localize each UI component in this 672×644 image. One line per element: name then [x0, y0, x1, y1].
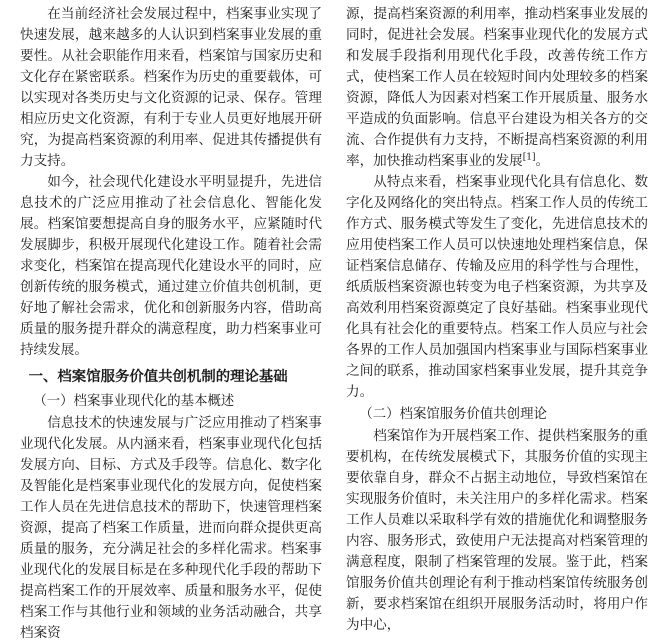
value-cocreation-paragraph: 档案馆作为开展档案工作、提供档案服务的重要机构，在传统发展模式下，其服务价值的实现主要依靠自身，群众不占据主动地位，导致档案馆在实现服务价值时，未关注用户的多样化需求。档案工作人员难以采取科学有效的措施优化和调整服务内容、服务形式，致使用户无法提高对档案管理的满意程度，限制了档案管理的发展。鉴于此，档案馆服务价值共创理论有利于推动档案馆传统服务创新，要求档案馆在组织开展服务活动时，将用户作为中心， — [346, 428, 648, 633]
features-paragraph: 从特点来看，档案事业现代化具有信息化、数字化及网络化的突出特点。档案工作人员的传统工作方式、服务模式等发生了变化，先进信息技术的应用使档案工作人员可以快速地处理档案信息，保证档案信息储存、传输及应用的科学性与合理性，纸质版档案资源也转变为电子档案资源，为共享及高效利用档案资源奠定了良好基础。档案事业现代化具有社会化的重要特点。档案工作人员应与社会各界的工作人员加强国内档案事业与国际档案事业之间的联系，推动国家档案事业发展，提升其竞争力。 — [346, 174, 648, 400]
subsection-heading-1: （一）档案事业现代化的基本概述 — [33, 394, 235, 409]
intro-paragraph-2: 如今，社会现代化建设水平明显提升，先进信息技术的广泛应用推动了社会信息化、智能化发展。档案馆要想提高自身的服务水平，应紧随时代发展脚步，积极开展现代化建设工作。随着社会需求变化，档案馆在提高现代化建设水平的同时，应创新传统的服务模式，通过建立价值共创机制，更好地了解社会需求，优化和创新服务内容，借助高质量的服务提升群众的满意程度，助力档案事业可持续发展。 — [20, 174, 322, 358]
intro-paragraph-1: 在当前经济社会发展过程中，档案事业实现了快速发展，越来越多的人认识到档案事业发展的重要性。从社会职能作用来看，档案馆与国家历史和文化存在紧密联系。档案作为历史的重要载体，可以实现对各类历史与文化资源的记录、保存。管理相应历史文化资源，有利于专业人员更好地展开研究，为提高档案资源的利用率、促进其传播提供有力支持。 — [20, 6, 322, 169]
continued-paragraph-text: 源，提高档案资源的利用率，推动档案事业发展的同时，促进社会发展。档案事业现代化的发展方式和发展手段指利用现代化手段，改善传统工作方式，使档案工作人员在较短时间内处理较多的档案资源，降低人为因素对档案工作开展质量、服务水平造成的负面影响。信息平台建设为相关各方的交流、合作提供有力支持，不断提高档案资源的利用率，加快推动档案事业的发展 — [346, 6, 648, 169]
citation-ref: [1] — [522, 152, 536, 163]
section-heading-1: 一、档案馆服务价值共创机制的理论基础 — [28, 369, 288, 385]
right-column — [346, 4, 648, 636]
left-column — [20, 4, 322, 644]
subsection-heading-2: （二）档案馆服务价值共创理论 — [359, 407, 547, 422]
continued-paragraph-end: 。 — [535, 153, 550, 169]
continued-paragraph — [346, 4, 648, 172]
modernization-paragraph: 信息技术的快速发展与广泛应用推动了档案事业现代化发展。从内涵来看，档案事业现代化包括发展方向、目标、方式及手段等。信息化、数字化及智能化是档案事业现代化的发展方向，促使档案工作人员在先进信息技术的帮助下，快速管理档案资源，提高了档案工作质量，进而向群众提供更高质量的服务，充分满足社会的多样化需求。档案事业现代化的发展目标是在多种现代化手段的帮助下提高档案工作的开展效率、质量和服务水平，促使档案工作与其他行业和领域的业务活动融合，共享档案资 — [20, 415, 322, 641]
